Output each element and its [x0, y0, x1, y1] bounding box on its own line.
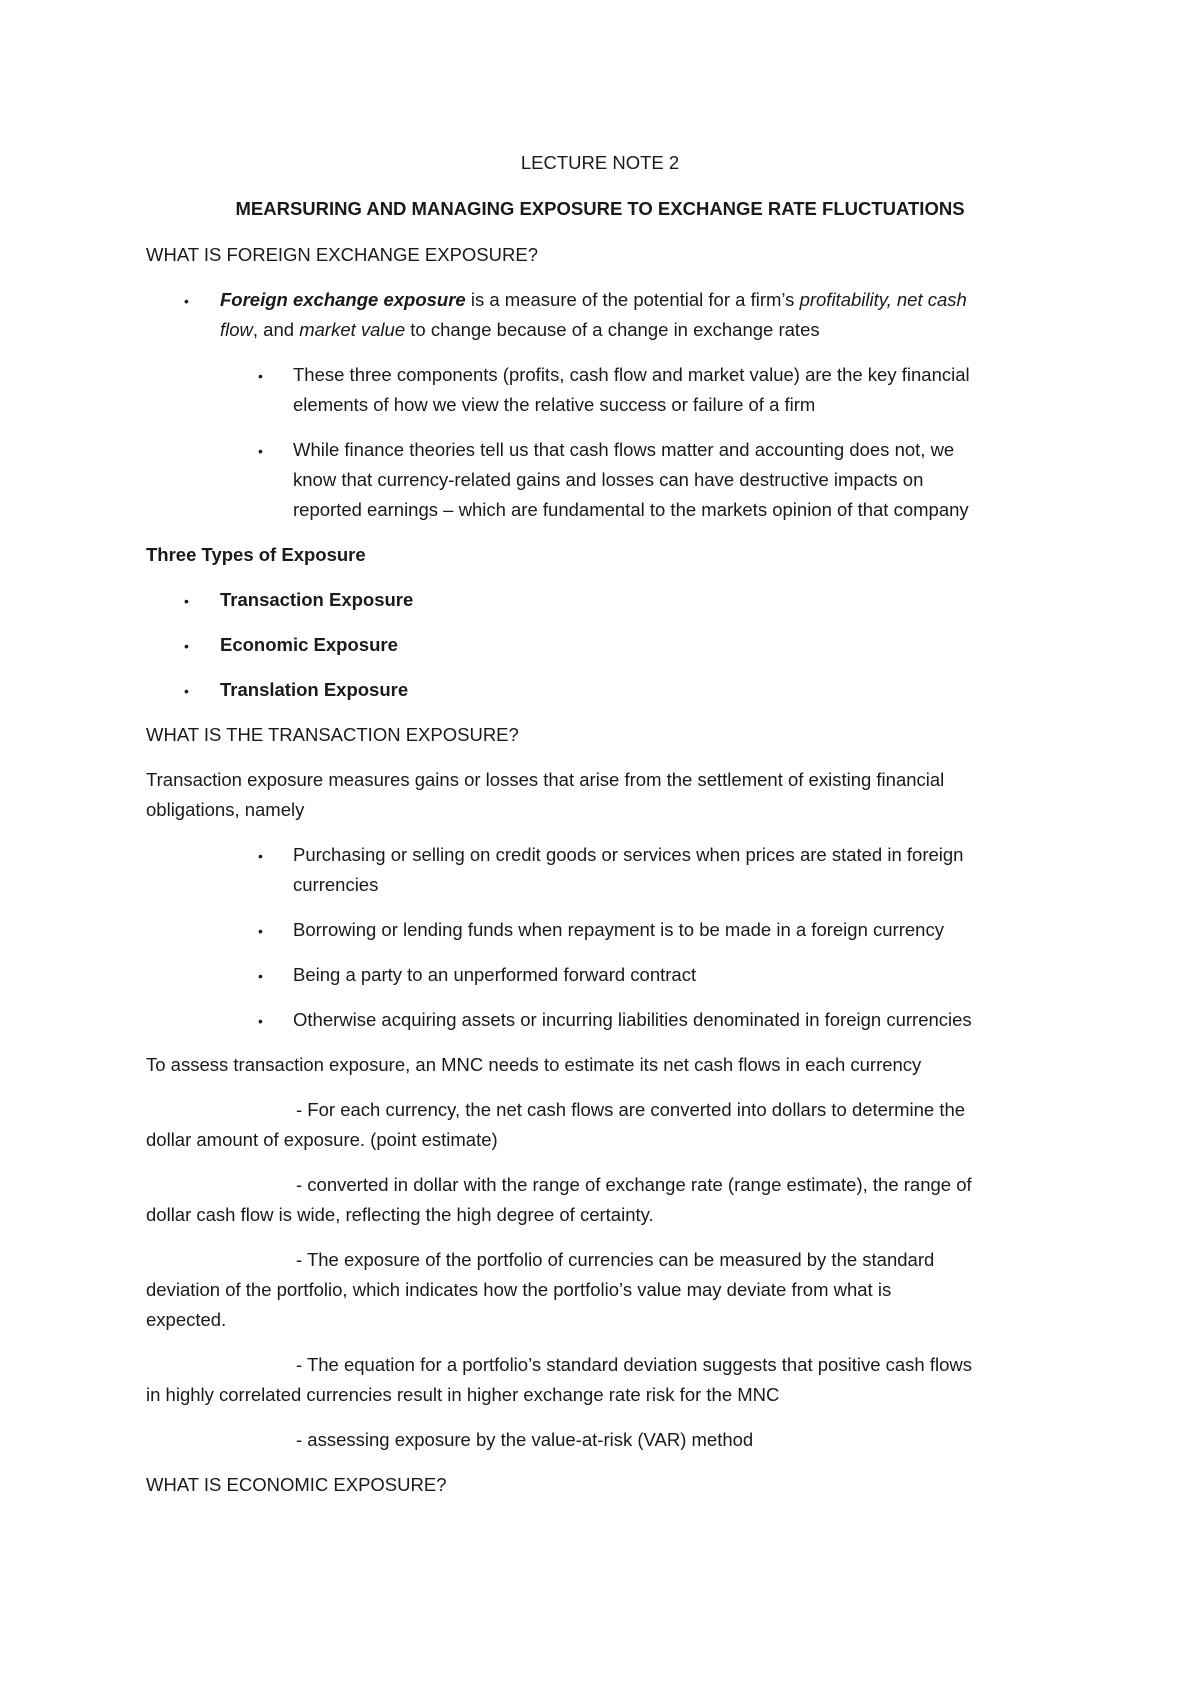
definition-term: Foreign exchange exposure	[220, 289, 466, 310]
bullet-icon: •	[184, 593, 189, 609]
obligation-item-1-l1: Purchasing or selling on credit goods or services when prices are stated in foreign	[293, 844, 964, 865]
bullet-icon: •	[258, 848, 263, 864]
types-heading: Three Types of Exposure	[146, 544, 366, 565]
detail-3-l1: - The exposure of the portfolio of currencies can be measured by the standard	[296, 1249, 935, 1270]
definition-text: is a measure of the potential for a firm’s	[465, 289, 800, 310]
type-item-economic: Economic Exposure	[220, 634, 398, 655]
obligation-item-2: Borrowing or lending funds when repayment is to be made in a foreign currency	[293, 919, 944, 940]
definition-italic: profitability, net cash	[799, 289, 967, 310]
bullet-icon: •	[258, 1013, 263, 1029]
detail-2-l2: dollar cash flow is wide, reflecting the high degree of certainty.	[146, 1204, 654, 1225]
section-heading-transaction: WHAT IS THE TRANSACTION EXPOSURE?	[146, 724, 519, 745]
detail-4-l2: in highly correlated currencies result in higher exchange rate risk for the MNC	[146, 1384, 780, 1405]
detail-5: - assessing exposure by the value-at-risk (VAR) method	[296, 1429, 754, 1450]
bullet-icon: •	[184, 683, 189, 699]
bullet-icon: •	[184, 638, 189, 654]
assess-paragraph: To assess transaction exposure, an MNC needs to estimate its net cash flows in each currency	[146, 1054, 922, 1075]
detail-2-l1: - converted in dollar with the range of exchange rate (range estimate), the range of	[296, 1174, 972, 1195]
bullet-icon: •	[258, 368, 263, 384]
detail-4-l1: - The equation for a portfolio’s standard deviation suggests that positive cash flows	[296, 1354, 972, 1375]
obligation-item-1-l2: currencies	[293, 874, 379, 895]
bullet-icon: •	[258, 443, 263, 459]
transaction-definition-l2: obligations, namely	[146, 799, 305, 820]
sub-bullet-components-l2: elements of how we view the relative success or failure of a firm	[293, 394, 816, 415]
definition-italic: flow	[220, 319, 253, 340]
definition-text: , and	[252, 319, 300, 340]
sub-bullet-finance-l2: know that currency-related gains and losses can have destructive impacts on	[293, 469, 924, 490]
detail-3-l2: deviation of the portfolio, which indicates how the portfolio’s value may deviate from what is	[146, 1279, 892, 1300]
transaction-definition-l1: Transaction exposure measures gains or losses that arise from the settlement of existing financial	[146, 769, 945, 790]
definition-line-1	[220, 285, 967, 315]
doc-subtitle: MEARSURING AND MANAGING EXPOSURE TO EXCHANGE RATE FLUCTUATIONS	[235, 198, 965, 219]
definition-italic: market value	[299, 319, 406, 340]
sub-bullet-finance-l1: While finance theories tell us that cash flows matter and accounting does not, we	[293, 439, 955, 460]
definition-line-2	[220, 315, 820, 345]
definition-text: to change because of a change in exchange rates	[405, 319, 820, 340]
sub-bullet-finance-l3: reported earnings – which are fundamental to the markets opinion of that company	[293, 499, 969, 520]
obligation-item-3: Being a party to an unperformed forward contract	[293, 964, 697, 985]
type-item-translation: Translation Exposure	[220, 679, 409, 700]
section-heading-economic: WHAT IS ECONOMIC EXPOSURE?	[146, 1474, 447, 1495]
bullet-icon: •	[258, 968, 263, 984]
detail-1-l1: - For each currency, the net cash flows are converted into dollars to determine the	[296, 1099, 966, 1120]
obligation-item-4: Otherwise acquiring assets or incurring liabilities denominated in foreign currencies	[293, 1009, 972, 1030]
doc-title: LECTURE NOTE 2	[520, 152, 680, 173]
section-heading-fx-exposure: WHAT IS FOREIGN EXCHANGE EXPOSURE?	[146, 244, 538, 265]
sub-bullet-components-l1: These three components (profits, cash flow and market value) are the key financial	[293, 364, 970, 385]
detail-3-l3: expected.	[146, 1309, 227, 1330]
type-item-transaction: Transaction Exposure	[220, 589, 414, 610]
bullet-icon: •	[184, 293, 189, 309]
bullet-icon: •	[258, 923, 263, 939]
detail-1-l2: dollar amount of exposure. (point estimate)	[146, 1129, 498, 1150]
